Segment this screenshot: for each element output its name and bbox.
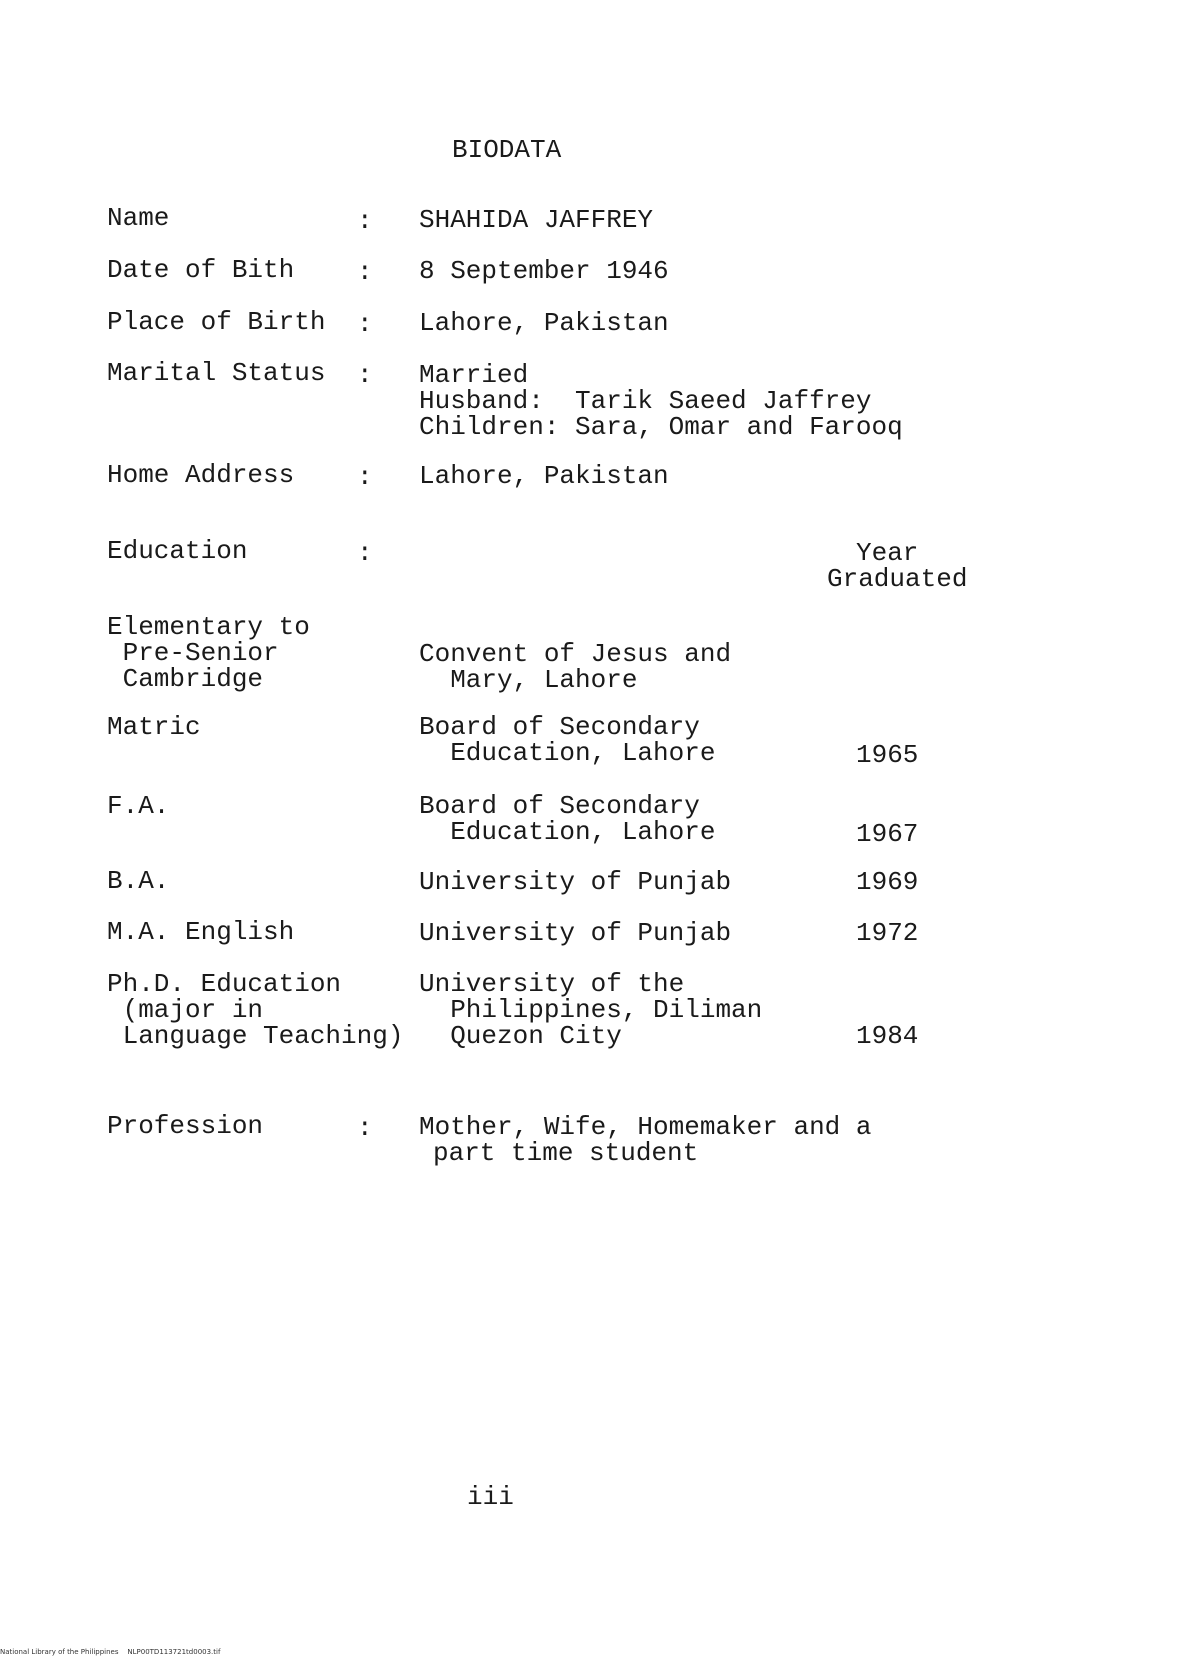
year-header: Year xyxy=(856,538,919,568)
name-value: SHAHIDA JAFFREY xyxy=(419,205,654,235)
education-level: F.A. xyxy=(107,791,170,821)
education-year: 1972 xyxy=(856,918,919,948)
marital-label: Marital Status xyxy=(107,358,326,388)
education-school: Philippines, Diliman xyxy=(419,995,763,1025)
year-header-graduated: Graduated xyxy=(827,564,968,594)
education-level: Matric xyxy=(107,712,201,742)
education-school: Mary, Lahore xyxy=(419,665,638,695)
colon: : xyxy=(357,257,373,287)
profession-label: Profession xyxy=(107,1111,264,1141)
education-school: Board of Secondary xyxy=(419,791,700,821)
marital-value: Married xyxy=(419,360,529,390)
education-school: Board of Secondary xyxy=(419,712,700,742)
education-year: 1969 xyxy=(856,867,919,897)
pob-label: Place of Birth xyxy=(107,307,326,337)
colon: : xyxy=(357,360,373,390)
education-year: 1967 xyxy=(856,819,919,849)
colon: : xyxy=(357,1113,373,1143)
education-school: University of Punjab xyxy=(419,918,732,948)
education-level: Elementary to xyxy=(107,612,310,642)
education-school: Education, Lahore xyxy=(419,738,716,768)
education-level: M.A. English xyxy=(107,917,295,947)
husband-value: Husband: Tarik Saeed Jaffrey xyxy=(419,386,872,416)
dob-value: 8 September 1946 xyxy=(419,256,669,286)
colon: : xyxy=(357,462,373,492)
pob-value: Lahore, Pakistan xyxy=(419,308,669,338)
education-school: Quezon City xyxy=(419,1021,622,1051)
education-school: Education, Lahore xyxy=(419,817,716,847)
colon: : xyxy=(357,309,373,339)
colon: : xyxy=(357,538,373,568)
dob-label: Date of Bith xyxy=(107,255,295,285)
profession-value: Mother, Wife, Homemaker and a xyxy=(419,1112,872,1142)
address-label: Home Address xyxy=(107,460,295,490)
education-school: University of the xyxy=(419,969,685,999)
education-level: Ph.D. Education xyxy=(107,969,342,999)
page-title: BIODATA xyxy=(452,135,562,165)
children-value: Children: Sara, Omar and Farooq xyxy=(419,412,903,442)
education-year: 1965 xyxy=(856,740,919,770)
profession-value-continued: part time student xyxy=(433,1138,699,1168)
education-school: Convent of Jesus and xyxy=(419,639,732,669)
education-level: Pre-Senior xyxy=(107,638,279,668)
education-level: Language Teaching) xyxy=(107,1021,404,1051)
education-label: Education xyxy=(107,536,248,566)
scan-footer: National Library of the Philippines NLP00TD113721td0003.tif xyxy=(0,1648,221,1656)
colon: : xyxy=(357,206,373,236)
education-level: B.A. xyxy=(107,866,170,896)
address-value: Lahore, Pakistan xyxy=(419,461,669,491)
education-year: 1984 xyxy=(856,1021,919,1051)
name-label: Name xyxy=(107,203,170,233)
education-school: University of Punjab xyxy=(419,867,732,897)
education-level: Cambridge xyxy=(107,664,264,694)
education-level: (major in xyxy=(107,995,264,1025)
page-number: iii xyxy=(467,1482,514,1512)
